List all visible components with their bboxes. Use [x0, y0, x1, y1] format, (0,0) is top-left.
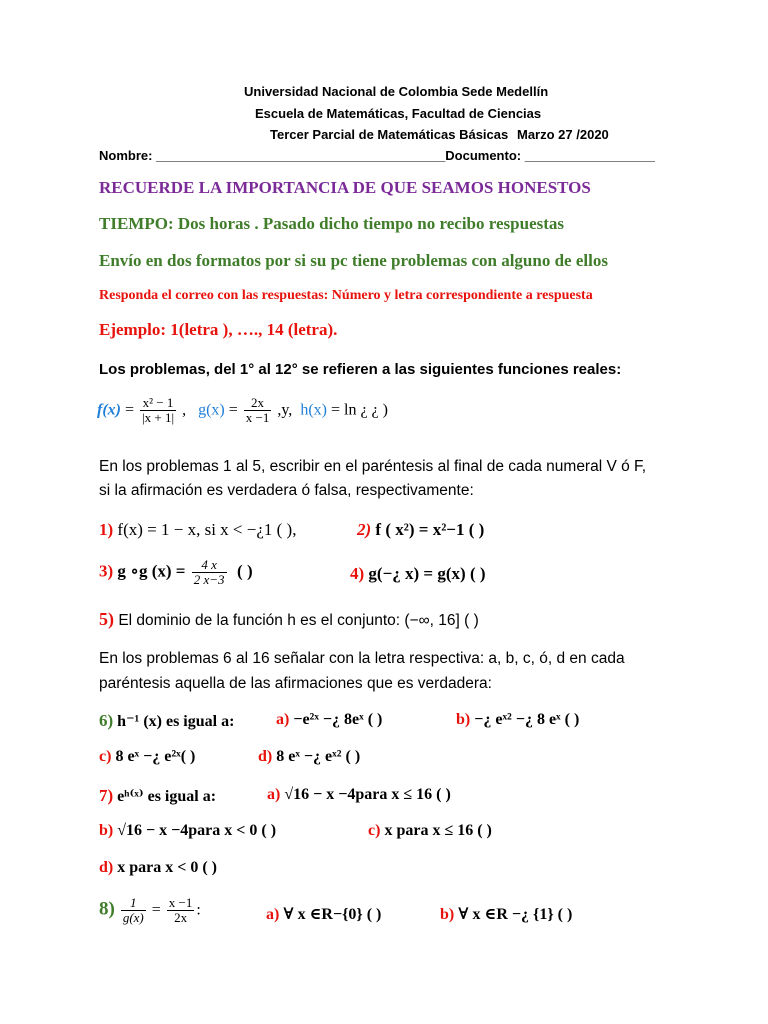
- formats-notice: Envío en dos formatos por si su pc tiene problemas con alguno de ellos: [99, 251, 608, 270]
- problem-8-row: 8) $\frac{1}{g(x)}$ = $\frac{x -1}{2x}$ :: [99, 895, 201, 926]
- honesty-notice: RECUERDE LA IMPORTANCIA DE QUE SEAMOS HONESTOS: [99, 178, 591, 197]
- g-label: g(x): [198, 401, 225, 419]
- problem-8-colon: :: [196, 901, 201, 919]
- university-name: Universidad Nacional de Colombia Sede Medellín: [244, 84, 549, 99]
- problem-8-b-label: b): [440, 906, 455, 923]
- h-label: h(x): [300, 401, 327, 419]
- problem-6-a-text: −e²ˣ −¿ 8eˣ ( ): [293, 711, 383, 728]
- g-denominator: x −1: [245, 410, 270, 426]
- time-notice: TIEMPO: Dos horas . Pasado dicho tiempo no recibo respuestas: [99, 214, 565, 233]
- exam-date: Marzo 27 /2020: [517, 127, 609, 142]
- nombre-field: [99, 148, 655, 163]
- problem-6-c-text: 8 eˣ −¿ e²ˣ( ): [115, 748, 196, 765]
- problem-1-text: f(x) = 1 − x, si x < −¿1 ( ),: [117, 520, 297, 539]
- problem-5-number: 5): [99, 609, 114, 629]
- problem-7-a-text: √16 − x −4para x ≤ 16 ( ): [284, 786, 451, 803]
- problem-3-fraction: [192, 558, 227, 588]
- problem-3-text: g ∘g (x) =: [117, 561, 186, 581]
- f-numerator: x² − 1: [140, 396, 176, 411]
- problem-3-number: 3): [99, 561, 114, 581]
- problem-7-d-label: d): [99, 859, 114, 876]
- school-name: Escuela de Matemáticas, Facultad de Ciencias: [255, 106, 542, 121]
- problem-8-a-text: ∀ x ∈R−{0} ( ): [283, 906, 382, 923]
- problem-7-d-text: x para x < 0 ( ): [117, 859, 218, 876]
- problem-6-d-text: 8 eˣ −¿ eˣ² ( ): [276, 748, 361, 765]
- vf-instructions-line1: En los problemas 1 al 5, escribir en el paréntesis al final de cada numeral V ó F,: [99, 458, 647, 475]
- f-fraction: [140, 396, 176, 426]
- problem-7-row1: [99, 786, 216, 806]
- problem-7-b-label: b): [99, 822, 114, 839]
- reply-notice: Responda el correo con las respuestas: Número y letra correspondiente a respuesta: [99, 288, 593, 303]
- intro-text: Los problemas, del 1° al 12° se refieren a las siguientes funciones reales:: [99, 361, 622, 378]
- problem-6-row1: [99, 711, 234, 731]
- abcd-instructions-line2: paréntesis aquella de las afirmaciones que es verdadera:: [99, 675, 492, 692]
- problem-5: [99, 609, 479, 630]
- function-separator: ,y,: [277, 401, 293, 419]
- problem-7-option-a: [267, 786, 451, 804]
- problem-7-option-c: [368, 822, 492, 840]
- problem-7-c-text: x para x ≤ 16 ( ): [384, 822, 492, 839]
- problem-2-text: f ( x²) = x²−1 ( ): [375, 520, 485, 539]
- problem-8-number: 8): [99, 898, 115, 920]
- problem-8-rhs-denominator: 2x: [174, 910, 188, 926]
- h-expression: = ln ¿ ¿ ): [330, 401, 388, 419]
- problem-8-rhs-numerator: x −1: [168, 895, 193, 910]
- problem-6-number: 6): [99, 711, 114, 730]
- problem-3: [99, 558, 253, 588]
- problem-7-stem: eʰ⁽ˣ⁾ es igual a:: [117, 788, 217, 805]
- function-definitions: f(x) = $\frac{\text{x² − 1}}{|x + 1|}$ , g(x) = $\frac{2x}{x -1}$ ,y, h(x) = ln ¿ ¿ ): [97, 395, 388, 426]
- problem-8-lhs-fraction: [121, 896, 146, 926]
- problem-8-b-text: ∀ x ∈R −¿ {1} ( ): [458, 906, 573, 923]
- g-numerator: 2x: [244, 396, 272, 411]
- f-label: f(x): [97, 401, 121, 419]
- problem-4-number: 4): [350, 564, 365, 583]
- problem-6-option-d: [258, 748, 360, 766]
- problem-7-option-d: [99, 859, 217, 877]
- problem-7-number: 7): [99, 786, 114, 805]
- example-notice: Ejemplo: 1(letra ), …., 14 (letra).: [99, 320, 338, 339]
- problem-3-numerator: 4 x: [192, 558, 227, 573]
- problem-1-number: 1): [99, 520, 114, 539]
- problem-7-c-label: c): [368, 822, 381, 839]
- problem-3-denominator: 2 x−3: [193, 572, 225, 588]
- problem-6-b-label: b): [456, 711, 471, 728]
- problem-6-a-label: a): [276, 711, 290, 728]
- nombre-label: Nombre: ________________________________________: [99, 148, 446, 163]
- f-denominator: |x + 1|: [142, 410, 175, 426]
- documento-label: Documento: __________________: [445, 148, 655, 163]
- problem-3-answer: ( ): [237, 561, 253, 581]
- problem-6-option-b: [456, 711, 579, 729]
- problem-7-a-label: a): [267, 786, 281, 803]
- problem-8-lhs-numerator: 1: [121, 896, 146, 911]
- problem-8-a-label: a): [266, 906, 280, 923]
- problem-2: [357, 520, 484, 540]
- problem-5-text: El dominio de la función h es el conjunto: (−∞, 16] ( ): [118, 612, 479, 629]
- problem-1: [99, 520, 296, 540]
- abcd-instructions-line1: En los problemas 6 al 16 señalar con la letra respectiva: a, b, c, ó, d en cada: [99, 650, 625, 667]
- problem-6-option-c: [99, 748, 195, 766]
- problem-6-b-text: −¿ eˣ² −¿ 8 eˣ ( ): [474, 711, 580, 728]
- problem-8-rhs-fraction: [167, 896, 195, 926]
- problem-7-option-b: [99, 822, 276, 840]
- g-fraction: [244, 396, 272, 426]
- problem-6-d-label: d): [258, 748, 273, 765]
- problem-7-b-text: √16 − x −4para x < 0 ( ): [117, 822, 277, 839]
- problem-4: [350, 564, 486, 584]
- exam-title: Tercer Parcial de Matemáticas Básicas: [270, 127, 509, 142]
- problem-8-option-a: [266, 904, 381, 924]
- problem-6-stem: h⁻¹ (x) es igual a:: [117, 713, 235, 730]
- problem-6-c-label: c): [99, 748, 112, 765]
- problem-4-text: g(−¿ x) = g(x) ( ): [368, 564, 486, 583]
- problem-2-number: 2): [357, 520, 372, 539]
- problem-8-option-b: [440, 904, 572, 924]
- problem-8-lhs-denominator: g(x): [122, 910, 144, 926]
- vf-instructions-line2: si la afirmación es verdadera ó falsa, respectivamente:: [99, 482, 474, 499]
- problem-6-option-a: [276, 711, 382, 729]
